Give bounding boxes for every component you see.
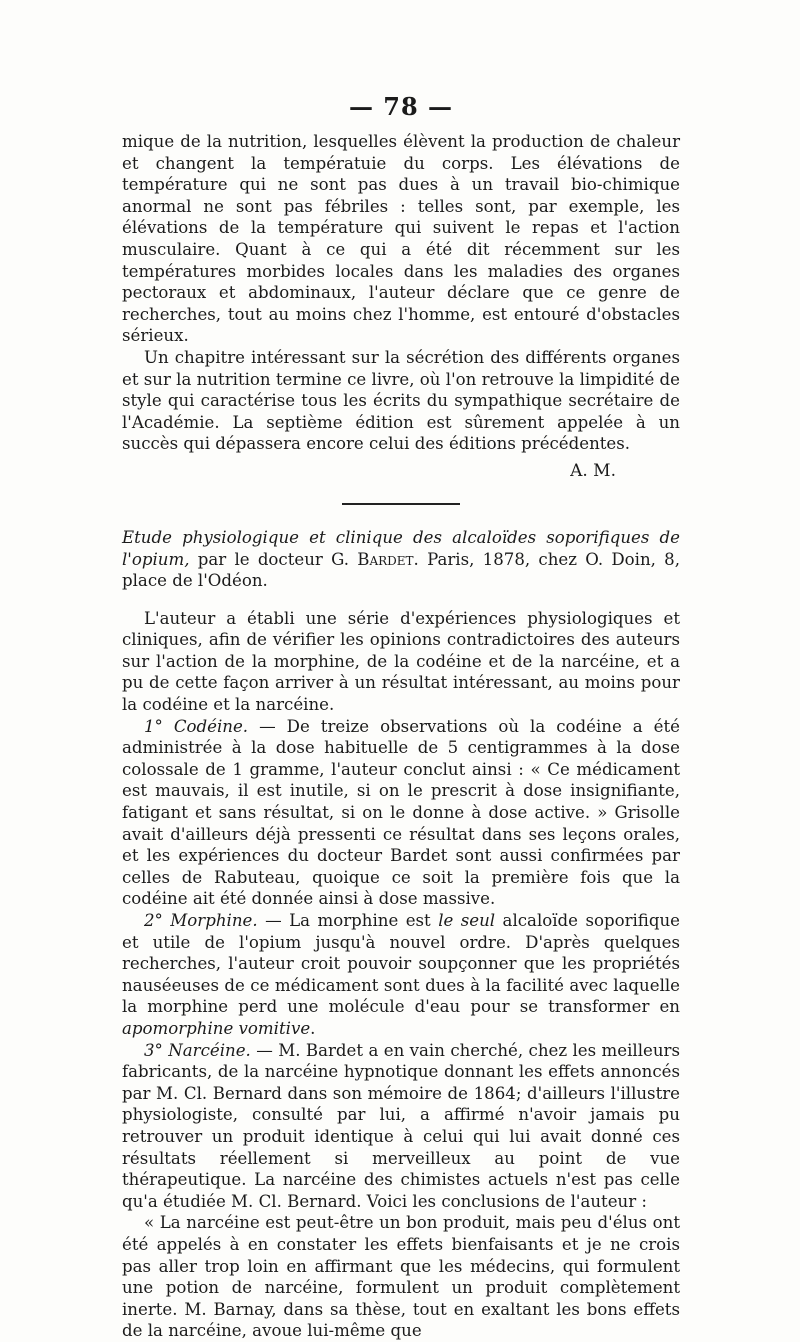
review-signature: A. M.: [570, 460, 616, 481]
morphine-text-b: alcaloïde soporifique et utile de l'opium jusqu'à nouvel ordre. D'après quelques recherches, l'auteur croit pouvoir soupçonner que les propriétés nauséeuses de ce médicament sont dues à la facilité avec laquelle la morphine perd une molécule d'eau pour se transformer en: [122, 911, 681, 1017]
paragraph-quote: « La narcéine est peut-être un bon produit, mais peu d'élus ont été appelés à en constater les effets bienfaisants et je ne crois pas aller trop loin en affirmant que les médecins, qui formulent une potion de narcéine, formulent un produit complètement inerte. M. Barnay, dans sa thèse, tout en exaltant les bons effets de la narcéine, avoue lui-même que: [122, 1213, 680, 1341]
review-section-2: [122, 608, 680, 1342]
morphine-label: 2° Morphine.: [144, 911, 258, 930]
paragraph-codeine: [122, 716, 680, 910]
paragraph-morphine: [122, 910, 680, 1040]
book-author-prefix: par le docteur G.: [197, 549, 358, 569]
paragraph-intro: L'auteur a établi une série d'expériences physiologiques et cliniques, afin de vérifier les opinions contradictoires des auteurs sur l'action de la morphine, de la codéine et de la narcéine, et a pu de cette façon arriver à un résultat intéressant, au moins pour la codéine et la narcéine.: [122, 608, 680, 715]
section-divider: [342, 503, 460, 505]
narceine-label: 3° Narcéine.: [144, 1040, 251, 1060]
morphine-term: apomorphine vomitive: [122, 1018, 311, 1038]
book-reference: [122, 527, 680, 592]
page-number: — 78 —: [348, 92, 454, 121]
morphine-end: .: [310, 1018, 316, 1038]
paragraph-nutrition: mique de la nutrition, lesquelles élèvent la production de chaleur et changent la températuie du corps. Les élévations de température qui ne sont pas dues à un travail bio-chimique anormal ne sont pas fébriles : telles sont, par exemple, les élévations de la température qui suivent le repas et l'action musculaire. Quant à ce qui a été dit récemment sur les températures morbides locales dans les maladies des organes pectoraux et abdominaux, l'auteur déclare que ce genre de recherches, tout au moins chez l'homme, est entouré d'obstacles sérieux.: [122, 132, 680, 346]
book-publication: . Paris, 1878, chez O. Doin, 8, place de l'Odéon.: [122, 549, 680, 591]
book-author-name: Bardet: [357, 549, 414, 569]
codeine-text: — De treize observations où la codéine a été administrée à la dose habituelle de 5 centigrammes à la dose colossale de 1 gramme, l'auteur conclut ainsi : « Ce médicament est mauvais, il est inutile, si on le prescrit à dose insignifiante, fatigant et sans résultat, si on le donne à dose active. » Grisolle avait d'ailleurs déjà pressenti ce résultat dans ses leçons orales, et les expériences du docteur Bardet sont aussi confirmées par celles de Rabuteau, quoique ce soit la première fois que la codéine ait été donnée ainsi à dose massive.: [122, 716, 680, 909]
morphine-text-a: — La morphine est: [257, 911, 439, 930]
book-title: Etude physiologique et clinique des alcaloïdes soporifiques de l'opium,: [122, 527, 680, 569]
paragraph-conclusion: Un chapitre intéressant sur la sécrétion des différents organes et sur la nutrition termine ce livre, où l'on retrouve la limpidité de style qui caractérise tous les écrits du sympathique secrétaire de l'Académie. La septième édition est sûrement appelée à un succès qui dépassera encore celui des éditions précédentes.: [122, 347, 680, 454]
morphine-emphasis: le seul: [438, 911, 496, 930]
codeine-label: 1° Codéine.: [144, 716, 249, 736]
paragraph-narceine: [122, 1040, 680, 1213]
review-section-1: [122, 131, 680, 455]
narceine-text: — M. Bardet a en vain cherché, chez les meilleurs fabricants, de la narcéine hypnotique donnant les effets annoncés par M. Cl. Bernard dans son mémoire de 1864; d'ailleurs l'illustre physiologiste, consulté par lui, a affirmé n'avoir jamais pu retrouver un produit identique à celui qui lui avait donné ces résultats réellement si merveilleux au point de vue thérapeutique. La narcéine des chimistes actuels n'est pas celle qu'a étudiée M. Cl. Bernard. Voici les conclusions de l'auteur :: [122, 1040, 680, 1211]
